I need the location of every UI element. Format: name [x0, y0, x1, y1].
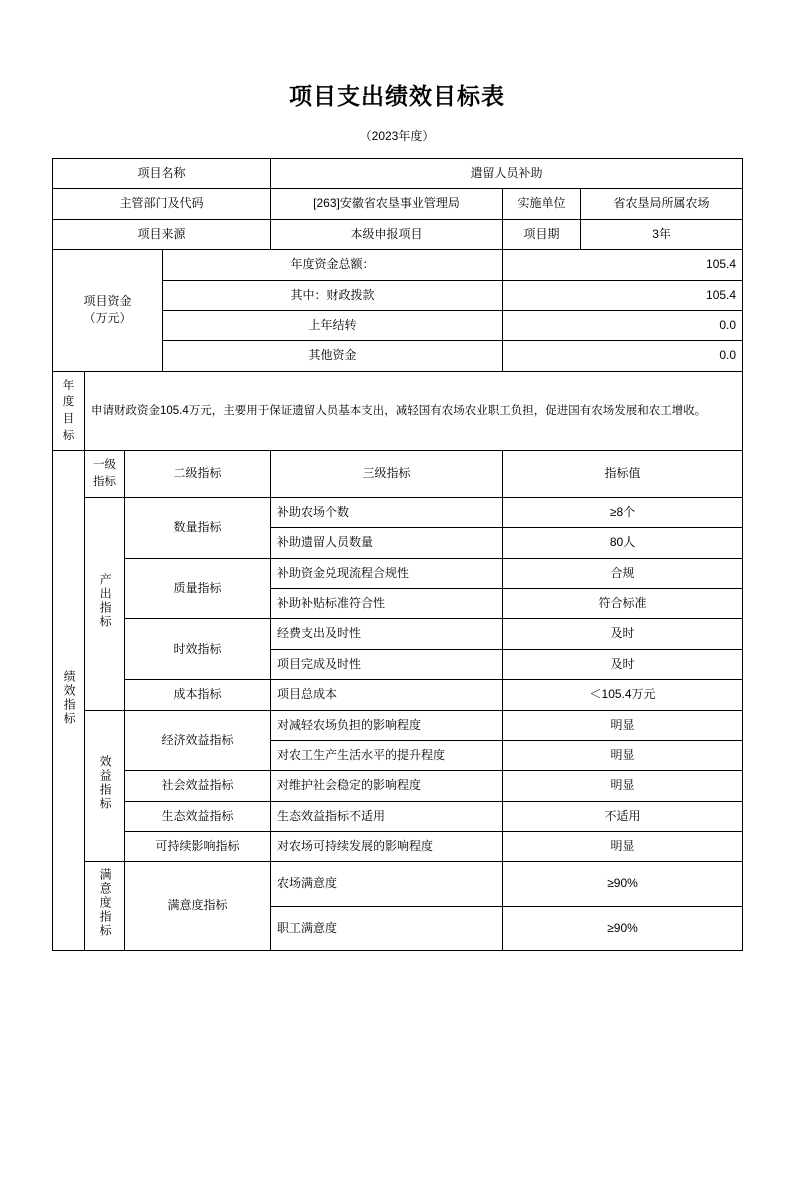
indicator-value: 明显: [503, 832, 743, 862]
indicator-value: 符合标准: [503, 588, 743, 618]
level1-benefit: 效益指标: [85, 710, 125, 862]
funds-row-value: 105.4: [503, 250, 743, 280]
annual-goal-label: [53, 371, 85, 451]
level3-cell: 对农工生产生活水平的提升程度: [271, 740, 503, 770]
performance-target-table: [52, 158, 743, 951]
table-row: [53, 771, 743, 801]
source-value: 本级申报项目: [271, 219, 503, 249]
indicator-value: ≥8个: [503, 497, 743, 527]
level1-header: 一级 指标: [85, 451, 125, 497]
indicator-value: 明显: [503, 740, 743, 770]
indicator-value: 及时: [503, 619, 743, 649]
table-row: [53, 159, 743, 189]
indicator-value: 及时: [503, 649, 743, 679]
funds-row-name: 其中：财政拨款: [163, 280, 503, 310]
funds-row-value: 0.0: [503, 310, 743, 340]
level2-header: 二级指标: [125, 451, 271, 497]
value-header: 指标值: [503, 451, 743, 497]
funds-label-line2: （万元）: [83, 311, 132, 326]
table-row: [53, 219, 743, 249]
indicator-value: 80人: [503, 528, 743, 558]
level3-cell: 对维护社会稳定的影响程度: [271, 771, 503, 801]
indicator-value: 明显: [503, 771, 743, 801]
period-label: 项目期: [503, 219, 581, 249]
level2-cell: 成本指标: [125, 680, 271, 710]
level2-cell: 生态效益指标: [125, 801, 271, 831]
level3-cell: 补助农场个数: [271, 497, 503, 527]
level1-satisfaction: 满意度指标: [85, 862, 125, 950]
source-label: 项目来源: [53, 219, 271, 249]
table-row: [53, 371, 743, 451]
table-row: [53, 862, 743, 906]
level3-cell: 经费支出及时性: [271, 619, 503, 649]
table-row: [53, 680, 743, 710]
funds-row-name: 上年结转: [163, 310, 503, 340]
level3-cell: 项目完成及时性: [271, 649, 503, 679]
level2-cell: 满意度指标: [125, 862, 271, 950]
period-value: 3年: [581, 219, 743, 249]
indicator-value: ＜105.4万元: [503, 680, 743, 710]
annual-goal-label-line2: 目标: [62, 413, 75, 442]
table-row: [53, 451, 743, 497]
table-row: [53, 619, 743, 649]
page-subtitle: （2023年度）: [359, 129, 435, 143]
indicator-value: 不适用: [503, 801, 743, 831]
unit-label: 实施单位: [503, 189, 581, 219]
project-name-label: 项目名称: [53, 159, 271, 189]
level3-cell: 职工满意度: [271, 906, 503, 950]
page-title: 项目支出绩效目标表: [289, 84, 505, 109]
table-row: [53, 710, 743, 740]
table-row: [53, 189, 743, 219]
level3-header: 三级指标: [271, 451, 503, 497]
funds-row-value: 105.4: [503, 280, 743, 310]
level2-cell: 数量指标: [125, 497, 271, 558]
funds-row-name: 其他资金: [163, 341, 503, 371]
level2-cell: 经济效益指标: [125, 710, 271, 771]
level3-cell: 生态效益指标不适用: [271, 801, 503, 831]
table-row: [53, 497, 743, 527]
table-row: [53, 801, 743, 831]
level2-cell: 时效指标: [125, 619, 271, 680]
indicator-value: 明显: [503, 710, 743, 740]
indicator-value: 合规: [503, 558, 743, 588]
level2-cell: 可持续影响指标: [125, 832, 271, 862]
dept-value: [263]安徽省农垦事业管理局: [271, 189, 503, 219]
document-page: [0, 78, 794, 1200]
level3-cell: 补助遗留人员数量: [271, 528, 503, 558]
unit-value: 省农垦局所属农场: [581, 189, 743, 219]
annual-goal-text: 申请财政资金105.4万元，主要用于保证遗留人员基本支出，减轻国有农场农业职工负担，促进国有农场发展和农工增收。: [85, 371, 743, 451]
funds-row-value: 0.0: [503, 341, 743, 371]
level3-cell: 补助补贴标准符合性: [271, 588, 503, 618]
level3-cell: 对减轻农场负担的影响程度: [271, 710, 503, 740]
project-name-value: 遣留人员补助: [271, 159, 743, 189]
funds-label-line1: 项目资金: [83, 294, 132, 309]
level3-cell: 项目总成本: [271, 680, 503, 710]
indicator-value: ≥90%: [503, 906, 743, 950]
funds-row-name: 年度资金总额：: [163, 250, 503, 280]
funds-label: [53, 250, 163, 372]
indicator-value: ≥90%: [503, 862, 743, 906]
annual-goal-label-line1: 年度: [62, 379, 75, 409]
level2-cell: 社会效益指标: [125, 771, 271, 801]
level2-cell: 质量指标: [125, 558, 271, 619]
level3-cell: 农场满意度: [271, 862, 503, 906]
table-row: [53, 250, 743, 280]
level3-cell: 补助资金兑现流程合规性: [271, 558, 503, 588]
level3-cell: 对农场可持续发展的影响程度: [271, 832, 503, 862]
dept-label: 主管部门及代码: [53, 189, 271, 219]
level1-output: 产出指标: [85, 497, 125, 710]
performance-indicator-side-label: 绩效指标: [53, 451, 85, 950]
table-row: [53, 558, 743, 588]
table-row: [53, 832, 743, 862]
